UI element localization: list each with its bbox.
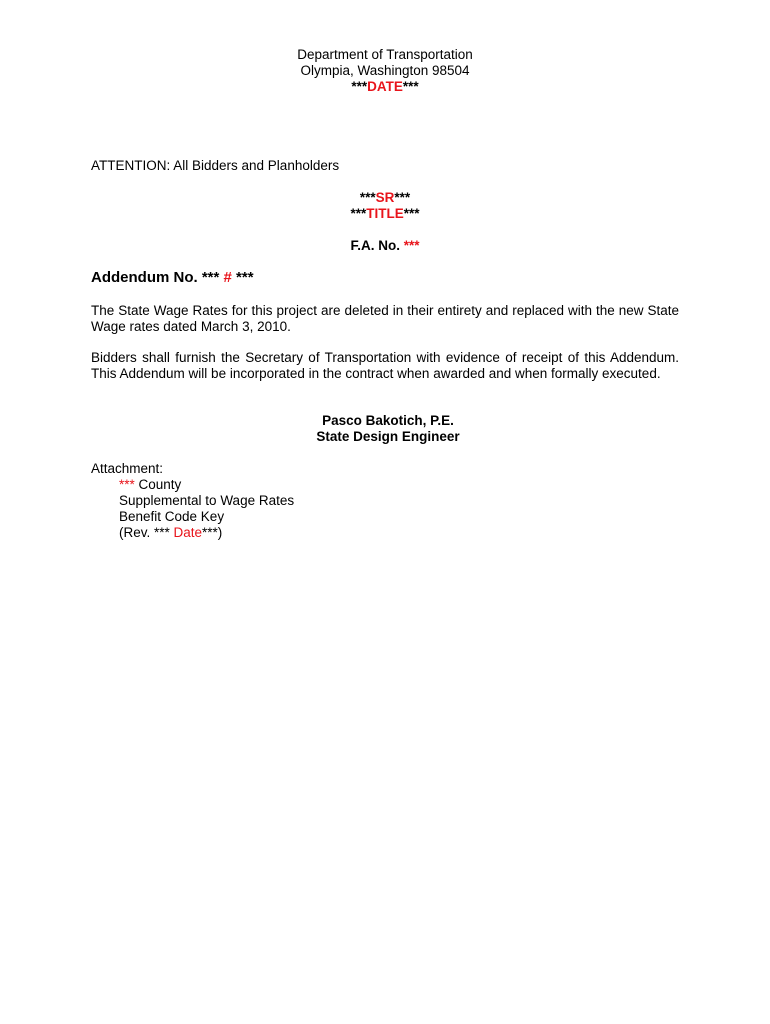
attachment-label: Attachment:: [91, 461, 164, 476]
title-prefix: ***: [350, 206, 367, 221]
signer-title: State Design Engineer: [316, 429, 460, 444]
date-suffix: ***: [402, 79, 419, 94]
body-paragraph-receipt: Bidders shall furnish the Secretary of Transportation with evidence of receipt of this Addendum. This Addendum will be incorporated in the contract when awarded and when formally executed.: [91, 350, 679, 381]
letter-date: [0, 79, 770, 95]
signature-block: [0, 413, 770, 445]
sr-prefix: ***: [359, 190, 376, 205]
fa-number-line: [0, 238, 770, 254]
rev-date-placeholder: Date: [173, 525, 203, 540]
title-suffix: ***: [403, 206, 420, 221]
attachment-list: [119, 477, 294, 541]
county-placeholder: ***: [119, 477, 135, 492]
attention-line: ATTENTION: All Bidders and Planholders: [91, 158, 340, 173]
addendum-label: Addendum No. ***: [91, 269, 224, 286]
county-label: County: [134, 477, 182, 492]
sr-line: [0, 190, 770, 206]
addendum-suffix: ***: [231, 269, 254, 286]
fa-placeholder: ***: [403, 238, 420, 253]
department-address: Olympia, Washington 98504: [300, 63, 470, 78]
attachment-item-county: [119, 477, 294, 493]
rev-suffix: ***): [202, 525, 223, 540]
rev-prefix: (Rev. ***: [119, 525, 174, 540]
title-line: [0, 206, 770, 222]
letter-header: [0, 47, 770, 95]
project-identifier: [0, 190, 770, 222]
date-placeholder: DATE: [367, 79, 403, 94]
addendum-number-placeholder: #: [223, 269, 232, 286]
body-paragraph-wage-rates: The State Wage Rates for this project are deleted in their entirety and replaced with the new State Wage rates dated March 3, 2010.: [91, 303, 679, 334]
department-name: Department of Transportation: [297, 47, 473, 62]
attachment-item-supplemental: Supplemental to Wage Rates: [119, 493, 295, 508]
fa-label: F.A. No.: [350, 238, 404, 253]
signer-name: Pasco Bakotich, P.E.: [322, 413, 454, 428]
title-placeholder: TITLE: [366, 206, 404, 221]
attachment-item-benefit-code: Benefit Code Key: [119, 509, 225, 524]
date-prefix: ***: [351, 79, 368, 94]
attachment-item-revision: [119, 525, 294, 541]
sr-suffix: ***: [394, 190, 411, 205]
sr-placeholder: SR: [375, 190, 395, 205]
addendum-heading: [91, 269, 254, 287]
